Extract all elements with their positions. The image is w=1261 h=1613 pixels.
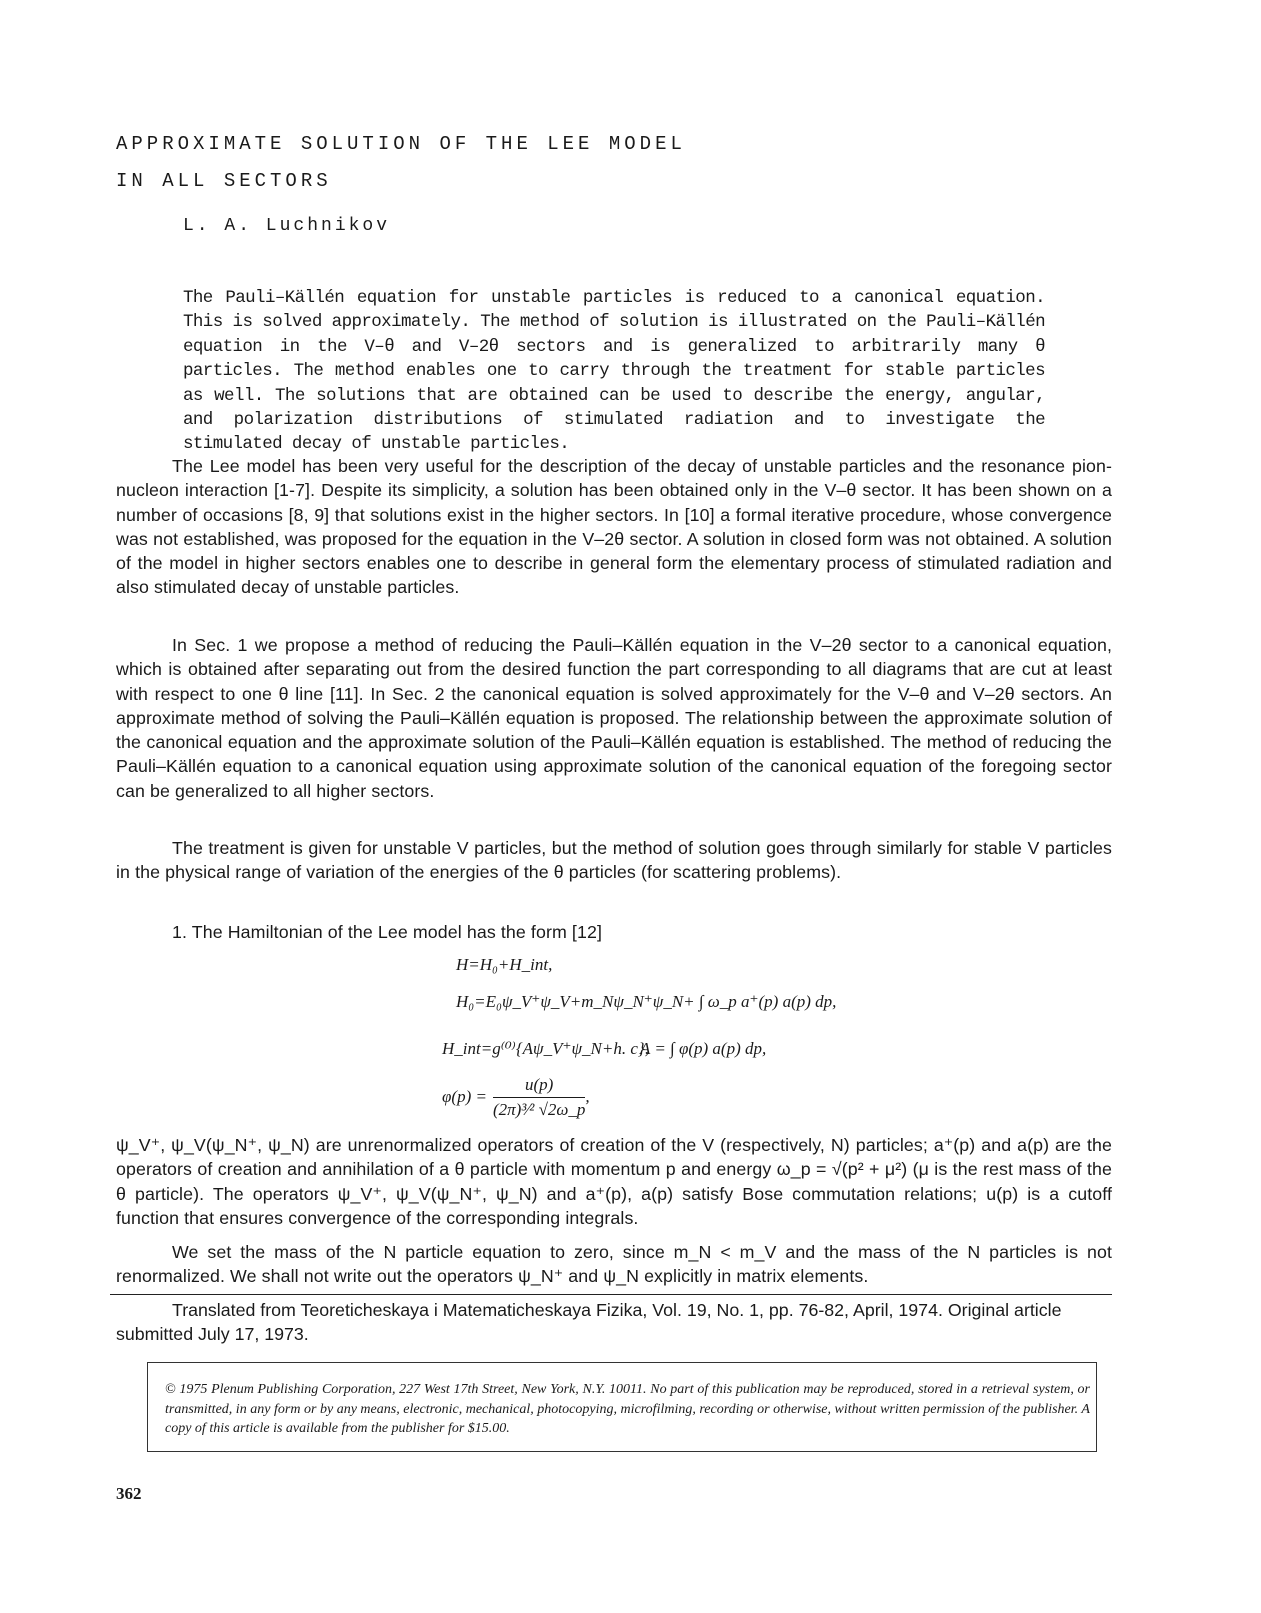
equation-phi-denominator: (2π)³⁄² √2ω_p xyxy=(492,1099,586,1119)
equation-hamiltonian: H=H₀+H_int, xyxy=(456,955,553,974)
page-number: 362 xyxy=(116,1484,142,1503)
abstract: The Pauli–Källén equation for unstable particles is reduced to a canonical equation. This is solved approximately. The method of solution is illustrated on the Pauli–Källén equation in the V–θ and V–2θ sectors and is generalized to arbitrarily many θ particles. The method enables one to carry through the treatment for stable particles as well. The solutions that are obtained can be used to describe the energy, angular, and polarization distributions of stimulated radiation and to investigate the stimulated decay of unstable particles. xyxy=(183,288,1045,455)
translation-note xyxy=(116,1298,1112,1346)
paragraph-2 xyxy=(116,633,1112,803)
equation-phi xyxy=(442,1070,590,1124)
author: L. A. Luchnikov xyxy=(183,216,391,236)
paragraph-1-text: The Lee model has been very useful for the description of the decay of unstable particles and the resonance pion-nucleon interaction [1-7]. Despite its simplicity, a solution has been obtained only in the V–θ sector. It has been shown on a number of occasions [8, 9] that solutions exist in the higher sectors. In [10] a formal iterative procedure, whose convergence was not established, was proposed for the equation in the V–2θ sector. A solution in closed form was not obtained. A solution of the model in higher sectors enables one to describe in general form the elementary process of stimulated radiation and also stimulated decay of unstable particles. xyxy=(116,456,1112,598)
paragraph-3 xyxy=(116,836,1112,885)
paragraph-6-text: We set the mass of the N particle equation to zero, since m_N < m_V and the mass of the N particles is not renormalized. We shall not write out the operators ψ_N⁺ and ψ_N explicitly in matrix elements. xyxy=(116,1242,1112,1287)
paragraph-5 xyxy=(116,1133,1112,1230)
paragraph-3-text: The treatment is given for unstable V particles, but the method of solution goes through similarly for stable V particles in the physical range of variation of the energies of the θ particles (for scattering problems). xyxy=(116,838,1112,883)
footnote-rule xyxy=(110,1294,1112,1295)
equation-phi-lhs: φ(p) = xyxy=(442,1087,487,1106)
translation-note-text: Translated from Teoreticheskaya i Matematicheskaya Fizika, Vol. 19, No. 1, pp. 76-82, April, 1974. Original article submitted July 17, 1973. xyxy=(116,1300,1062,1344)
paragraph-6 xyxy=(116,1240,1112,1289)
paragraph-4 xyxy=(116,920,1112,944)
equation-phi-numerator: u(p) xyxy=(493,1075,585,1098)
paragraph-5-text: ψ_V⁺, ψ_V(ψ_N⁺, ψ_N) are unrenormalized operators of creation of the V (respectively, N) particles; a⁺(p) and a(p) are the operators of creation and annihilation of a θ particle with momentum p and energy ω_p = √(p² + μ²) (μ is the rest mass of the θ particle). The operators ψ_V⁺, ψ_V(ψ_N⁺, ψ_N) and a⁺(p), a(p) satisfy Bose commutation relations; u(p) is a cutoff function that ensures convergence of the corresponding integrals. xyxy=(116,1135,1112,1228)
paragraph-1 xyxy=(116,454,1112,600)
paragraph-4-text: 1. The Hamiltonian of the Lee model has the form [12] xyxy=(172,922,602,942)
equation-hint: H_int=g⁽⁰⁾{Aψ_V⁺ψ_N+h. c}, xyxy=(442,1039,649,1058)
equation-phi-fraction xyxy=(493,1075,585,1120)
equation-phi-tail: , xyxy=(585,1087,590,1106)
title-line-2: IN ALL SECTORS xyxy=(116,170,332,192)
equation-a: A = ∫ φ(p) a(p) dp, xyxy=(640,1039,767,1058)
equation-h0: H₀=E₀ψ_V⁺ψ_V+m_Nψ_N⁺ψ_N+ ∫ ω_p a⁺(p) a(p) dp, xyxy=(456,992,837,1011)
copyright-notice: © 1975 Plenum Publishing Corporation, 227 West 17th Street, New York, N.Y. 10011. No part of this publication may be reproduced, stored in a retrieval system, or transmitted, in any form or by any means, electronic, mechanical, photocopying, microfilming, recording or otherwise, without written permission of the publisher. A copy of this article is available from the publisher for $15.00. xyxy=(165,1382,1090,1436)
title-line-1: APPROXIMATE SOLUTION OF THE LEE MODEL xyxy=(116,133,686,155)
paragraph-2-text: In Sec. 1 we propose a method of reducing the Pauli–Källén equation in the V–2θ sector to a canonical equation, which is obtained after separating out from the desired function the part corresponding to all diagrams that are cut at least with respect to one θ line [11]. In Sec. 2 the canonical equation is solved approximately for the V–θ and V–2θ sectors. An approximate method of solving the Pauli–Källén equation is proposed. The relationship between the approximate solution of the canonical equation and the approximate solution of the Pauli–Källén equation is established. The method of reducing the Pauli–Källén equation to a canonical equation using approximate solution of the canonical equation of the foregoing sector can be generalized to all higher sectors. xyxy=(116,635,1112,801)
